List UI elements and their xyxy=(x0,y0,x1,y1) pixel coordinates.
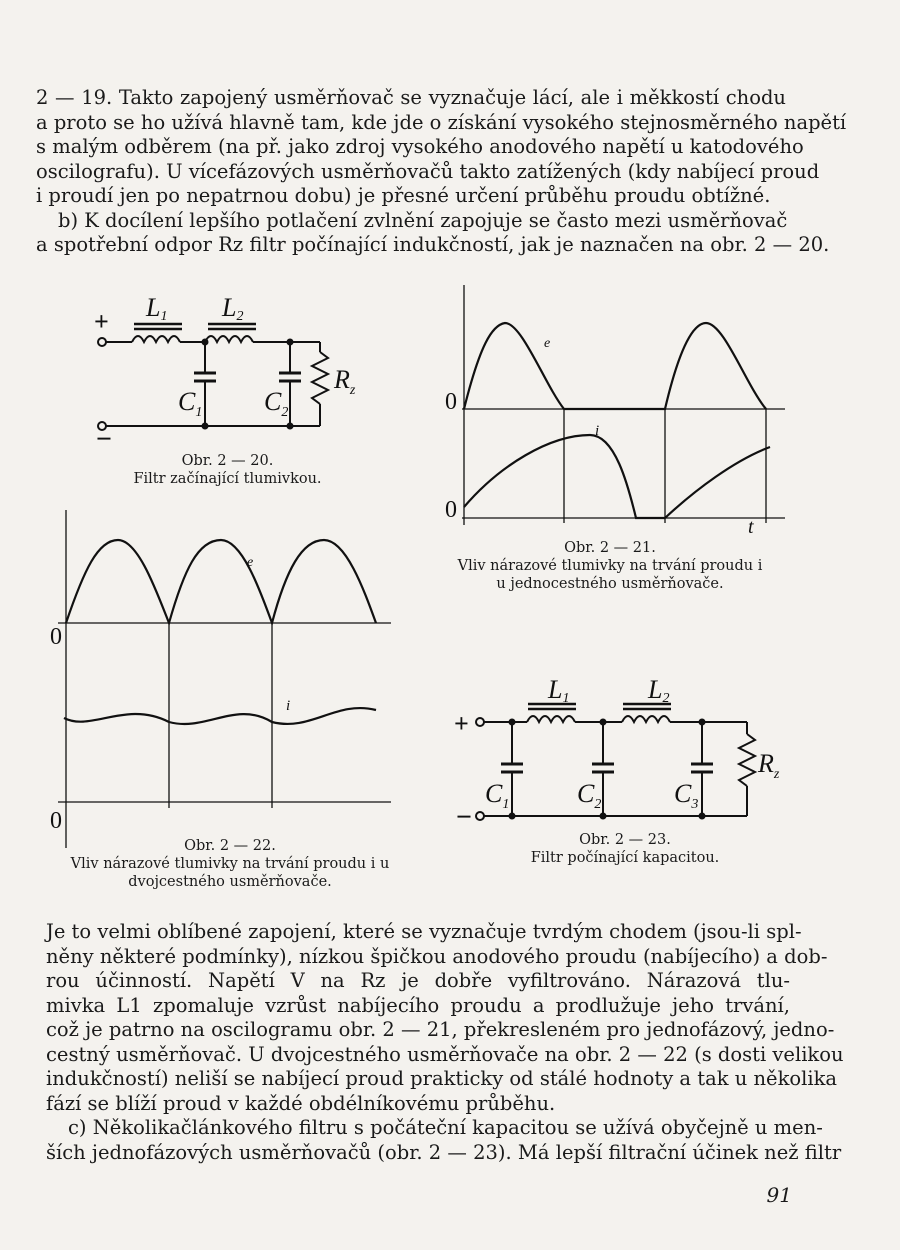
l1-label: L1 xyxy=(548,675,570,706)
fig-2-23-circuit xyxy=(452,675,792,833)
caption-number: Obr. 2 — 21. xyxy=(564,540,656,556)
top-paragraph xyxy=(36,86,847,258)
plus-label: + xyxy=(94,307,109,336)
minus-label: − xyxy=(96,424,112,455)
text-line: 2 — 19. Takto zapojený usměrňovač se vyznačuje lácí, ale i měkkostí chodu xyxy=(36,86,786,109)
origin-top-label: 0 xyxy=(50,624,62,650)
text-line: něny některé podmínky), nízkou špičkou anodového proudu (nabíjecího) a dob- xyxy=(46,944,828,968)
caption-text: Filtr začínající tlumivkou. xyxy=(133,471,322,487)
fig-2-20-caption xyxy=(95,452,360,488)
fig-2-21-oscillogram xyxy=(440,285,790,538)
caption-line: Vliv nárazové tlumivky na trvání proudu i xyxy=(457,558,763,574)
text-line: a spotřební odpor Rz filtr počínající indukčností, jak je naznačen na obr. 2 — 20. xyxy=(36,233,830,256)
page-number: 91 xyxy=(766,1183,792,1207)
fig-2-22-caption xyxy=(30,837,430,891)
rz-label: $R_z$ xyxy=(758,749,780,782)
fig-2-22-oscillogram xyxy=(46,510,396,855)
caption-line: u jednocestného usměrňovače. xyxy=(496,576,724,592)
text-line: ších jednofázových usměrňovačů (obr. 2 — 23). Má lepší filtrační účinek než filtr xyxy=(46,1140,842,1164)
fig-2-20-circuit xyxy=(90,290,360,455)
fig-2-23-caption xyxy=(495,831,755,867)
l1-label: L1 xyxy=(146,293,168,324)
plus-label: + xyxy=(454,709,469,738)
text-line: cestný usměrňovač. U dvojcestného usměrňovače na obr. 2 — 22 (s dosti velikou xyxy=(46,1042,844,1066)
e-label: e xyxy=(247,555,254,570)
origin-bottom-label: 0 xyxy=(50,808,62,834)
text-line: fází se blíží proud v každé obdélníkovému průběhu. xyxy=(46,1091,556,1115)
c1-label: $C_1$ xyxy=(178,387,203,420)
l2-label: L2 xyxy=(648,675,670,706)
c3-label: $C_3$ xyxy=(674,779,699,812)
text-line: rou účinností. Napětí V na Rz je dobře vyfiltrováno. Nárazová tlu- xyxy=(46,969,790,992)
c2-label: $C_2$ xyxy=(577,779,602,812)
i-label: i xyxy=(595,423,600,439)
caption-number: Obr. 2 — 22. xyxy=(184,838,276,854)
text-line: s malým odběrem (na př. jako zdroj vysokého anodového napětí u katodového xyxy=(36,135,804,158)
text-line: indukčností) neliší se nabíjecí proud prakticky od stálé hodnoty a tak u několika xyxy=(46,1067,838,1090)
text-line: b) K docílení lepšího potlačení zvlnění zapojuje se často mezi usměrňovač xyxy=(58,208,788,232)
caption-line: Vliv nárazové tlumivky na trvání proudu i u xyxy=(70,856,390,872)
text-line: mivka L1 zpomaluje vzrůst nabíjecího proudu a prodlužuje jeho trvání, xyxy=(46,993,790,1017)
minus-label: − xyxy=(456,802,472,833)
caption-number: Obr. 2 — 23. xyxy=(579,832,671,848)
text-line: což je patrno na oscilogramu obr. 2 — 21, překresleném pro jednofázový, jedno- xyxy=(46,1018,835,1041)
origin-top-label: 0 xyxy=(445,389,457,415)
origin-bottom-label: 0 xyxy=(445,497,457,523)
text-line: a proto se ho užívá hlavně tam, kde jde o získání vysokého stejnosměrného napětí xyxy=(36,110,847,134)
bottom-paragraph xyxy=(46,920,844,1165)
c1-label: $C_1$ xyxy=(485,779,510,812)
rz-label: $R_z$ xyxy=(334,365,356,398)
fig-2-21-caption xyxy=(425,539,795,593)
caption-number: Obr. 2 — 20. xyxy=(181,453,274,469)
c2-label: $C_2$ xyxy=(264,387,289,420)
text-line: Je to velmi oblíbené zapojení, které se vyznačuje tvrdým chodem (jsou-li spl- xyxy=(46,920,802,943)
text-line: oscilografu). U vícefázových usměrňovačů takto zatížených (kdy nabíjecí proud xyxy=(36,159,820,183)
i-label: i xyxy=(286,698,291,714)
e-label: e xyxy=(544,336,551,351)
caption-line: dvojcestného usměrňovače. xyxy=(128,874,332,890)
caption-text: Filtr počínající kapacitou. xyxy=(530,850,720,866)
text-line: c) Několikačlánkového filtru s počáteční kapacitou se užívá obyčejně u men- xyxy=(68,1116,823,1139)
l2-label: L2 xyxy=(222,293,244,324)
t-label: t xyxy=(748,516,754,538)
text-line: i proudí jen po nepatrnou dobu) je přesné určení průběhu proudu obtížné. xyxy=(36,184,771,207)
